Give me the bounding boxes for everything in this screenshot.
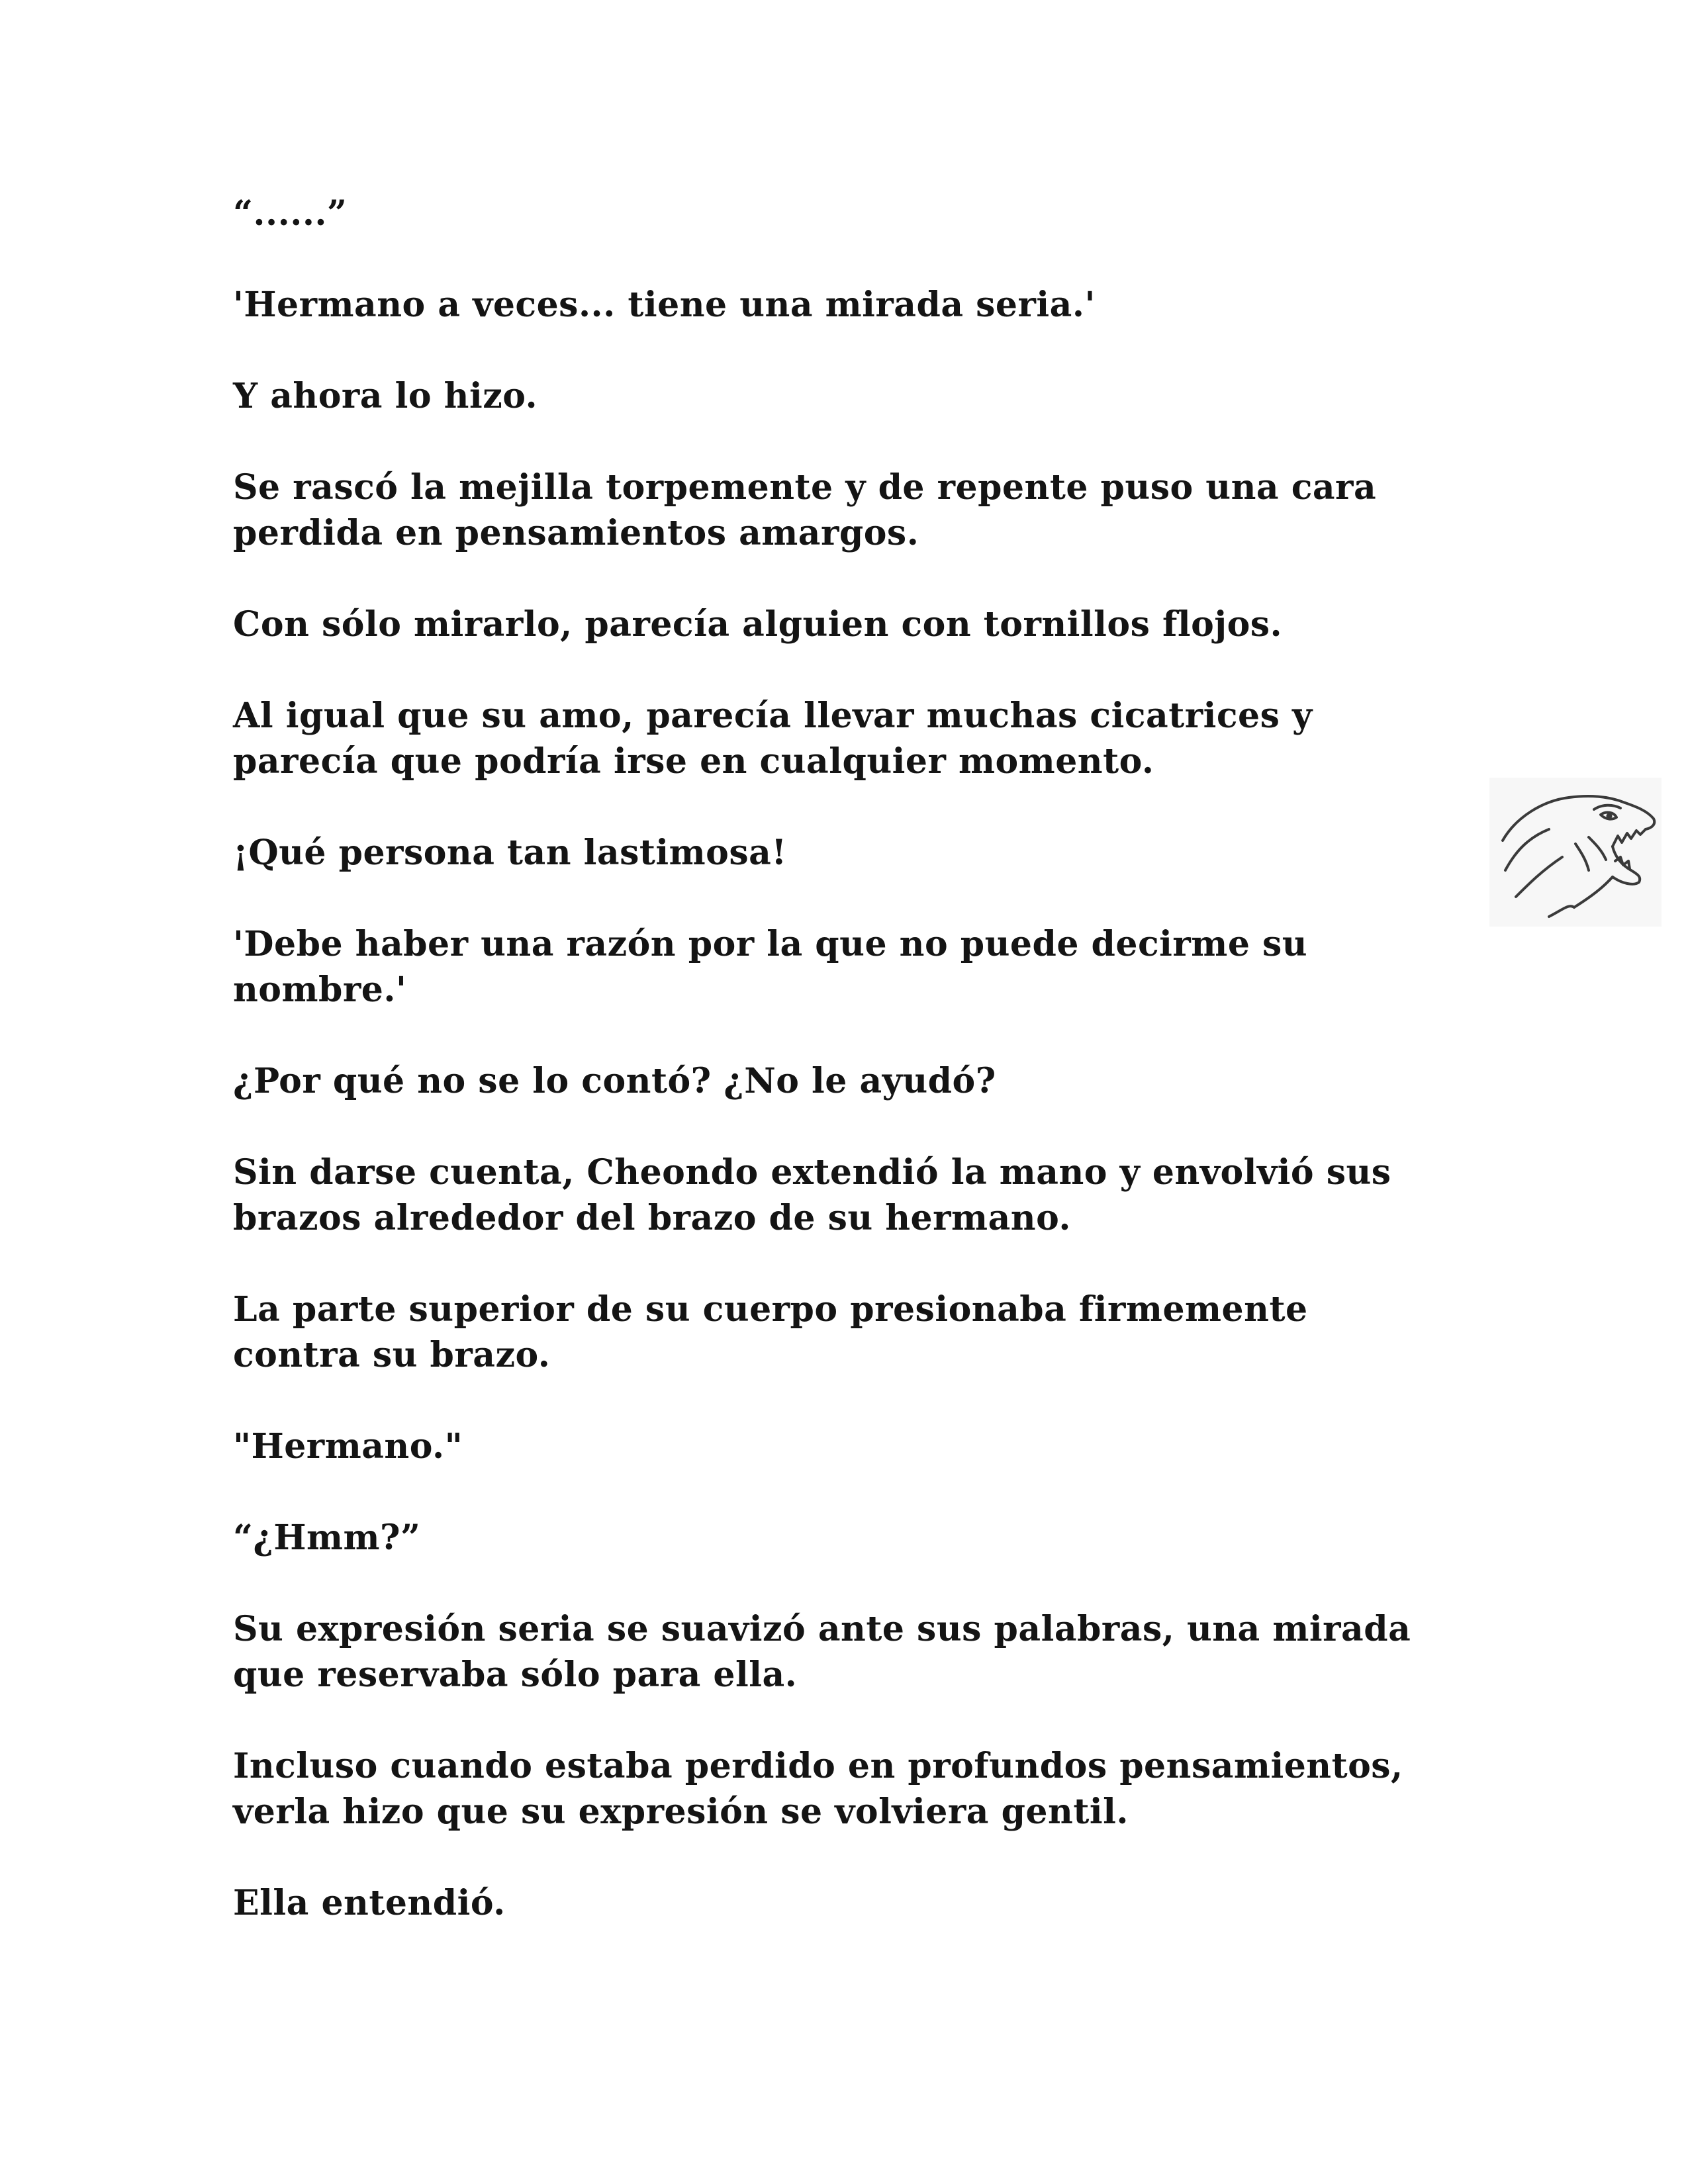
text-line: verla hizo que su expresión se volviera gentil. [233, 1792, 1129, 1832]
story-text [233, 191, 1491, 1972]
paragraph [233, 373, 1491, 419]
text-line: parecía que podría irse en cualquier momento. [233, 741, 1154, 782]
text-line: Se rascó la mejilla torpemente y de repente puso una cara [233, 467, 1377, 508]
text-line: ¿Por qué no se lo contó? ¿No le ayudó? [233, 1061, 996, 1101]
text-line: Sin darse cuenta, Cheondo extendió la mano y envolvió sus [233, 1152, 1391, 1193]
text-line: contra su brazo. [233, 1335, 551, 1375]
paragraph [233, 1150, 1491, 1241]
text-line: Con sólo mirarlo, parecía alguien con tornillos flojos. [233, 604, 1283, 645]
text-line: La parte superior de su cuerpo presionaba firmemente [233, 1289, 1308, 1330]
text-line: que reservaba sólo para ella. [233, 1655, 798, 1695]
text-line: perdida en pensamientos amargos. [233, 513, 919, 553]
paragraph [233, 1424, 1491, 1469]
paragraph [233, 1743, 1491, 1835]
paragraph [233, 465, 1491, 556]
paragraph [233, 191, 1491, 236]
text-line: 'Hermano a veces... tiene una mirada seria.' [233, 285, 1096, 325]
dinosaur-head-drawing [1489, 778, 1662, 927]
paragraph [233, 693, 1491, 784]
text-line: “¿Hmm?” [233, 1518, 421, 1558]
paragraph [233, 1058, 1491, 1104]
text-line: brazos alrededor del brazo de su hermano. [233, 1198, 1071, 1238]
text-line: ¡Qué persona tan lastimosa! [233, 833, 787, 873]
paragraph [233, 1606, 1491, 1698]
paragraph [233, 1880, 1491, 1926]
text-line: 'Debe haber una razón por la que no puede decirme su [233, 924, 1308, 964]
text-line: Al igual que su amo, parecía llevar muchas cicatrices y [233, 696, 1313, 736]
paragraph [233, 282, 1491, 328]
text-line: nombre.' [233, 970, 407, 1010]
text-line: Incluso cuando estaba perdido en profundos pensamientos, [233, 1746, 1403, 1786]
paragraph [233, 602, 1491, 647]
paragraph [233, 921, 1491, 1013]
text-line: Su expresión seria se suavizó ante sus palabras, una mirada [233, 1609, 1411, 1649]
paragraph [233, 1287, 1491, 1378]
text-line: "Hermano." [233, 1426, 463, 1467]
paragraph [233, 1515, 1491, 1561]
dinosaur-head-icon [1489, 778, 1662, 927]
text-line: Y ahora lo hizo. [233, 376, 538, 416]
text-line: “......” [233, 193, 348, 234]
paragraph [233, 830, 1491, 876]
text-line: Ella entendió. [233, 1883, 506, 1923]
